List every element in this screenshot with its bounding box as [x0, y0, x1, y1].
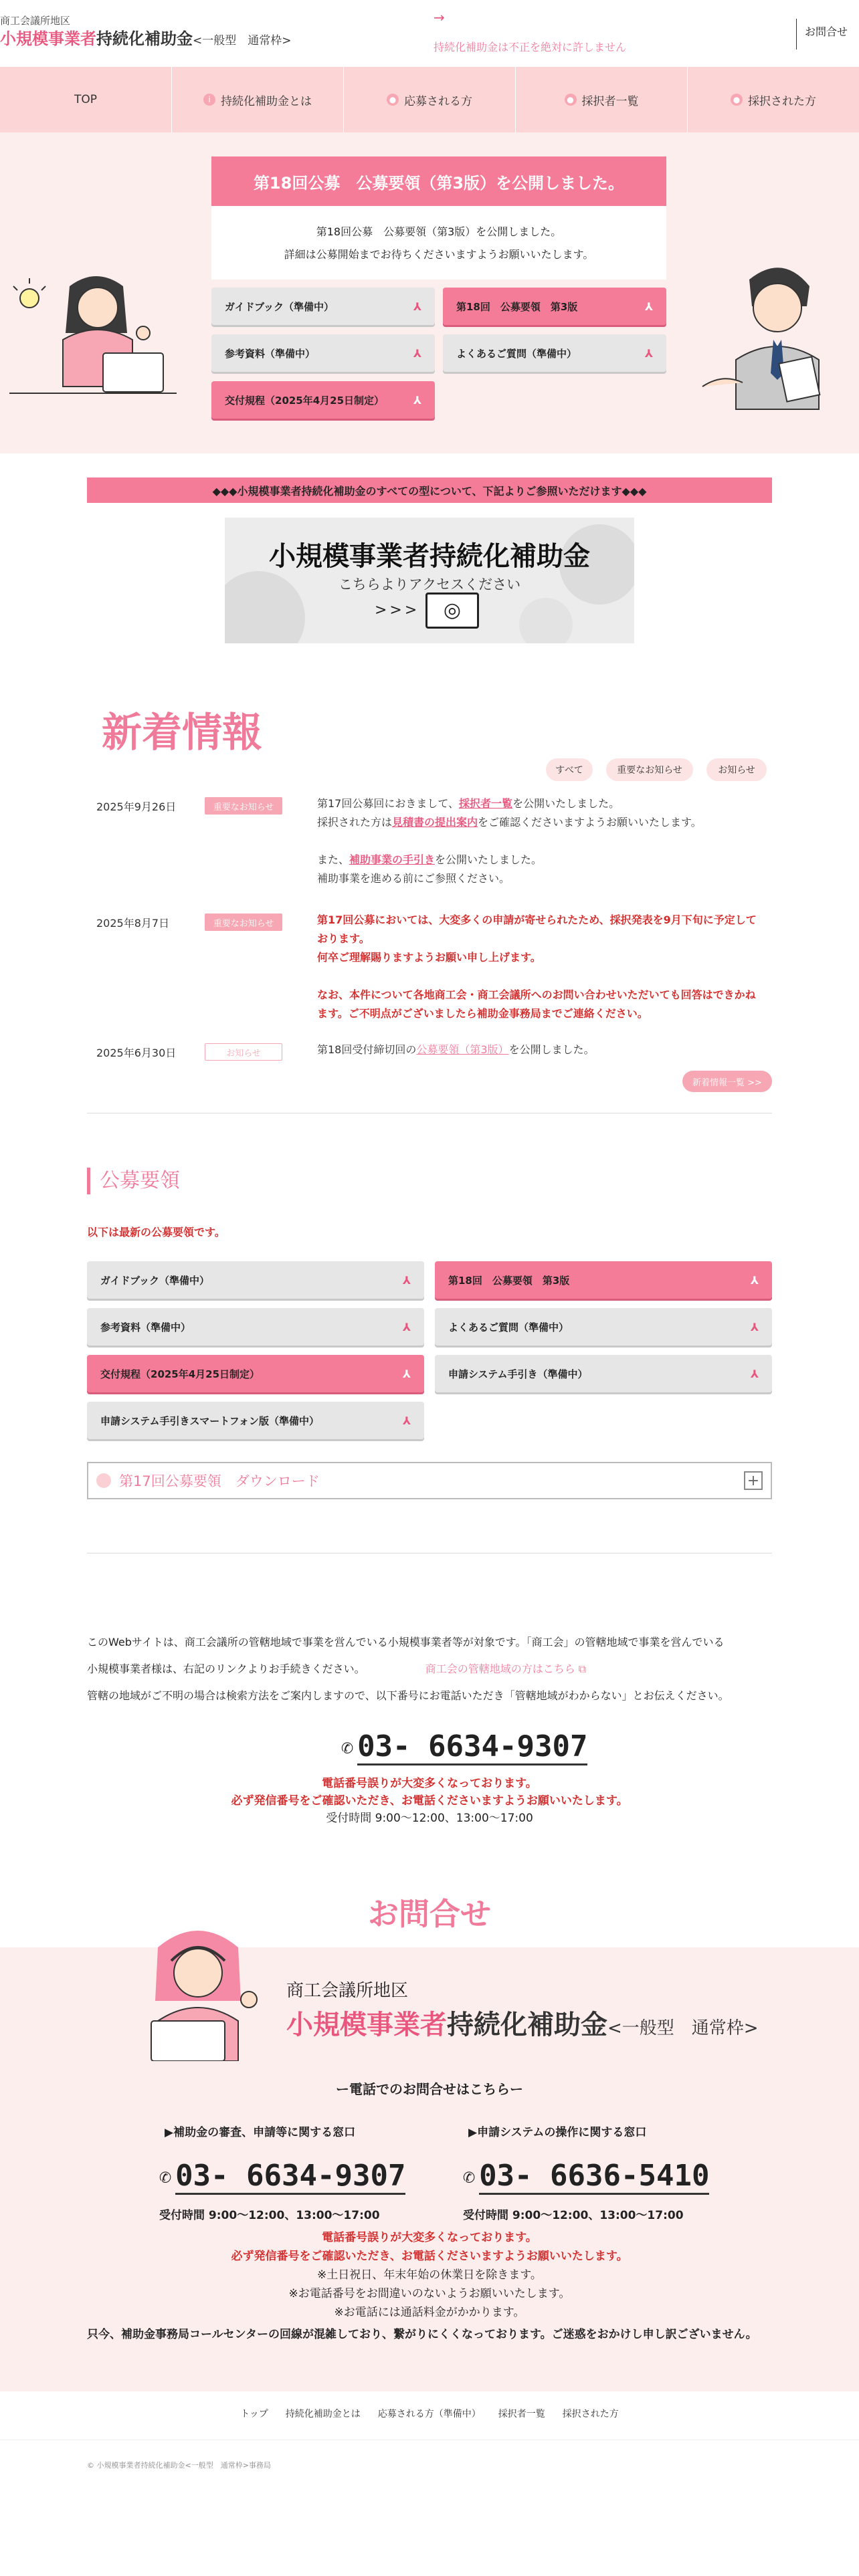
info-text: 管轄の地域がご不明の場合は検索方法をご案内しますので、以下番号にお電話いただき「管轄地域がわからない」とお伝えください。 — [87, 1689, 729, 1702]
nav-item-top[interactable] — [0, 67, 172, 132]
congestion-notice: 只今、補助金事務局コールセンターの回線が混雑しており、繋がりにくくなっております。ご迷惑をおかけし申し訳ございません。 — [87, 2328, 757, 2341]
phone-text: 03- 6636-5410 — [479, 2159, 709, 2195]
koubo-kofu-button[interactable] — [87, 1355, 424, 1392]
nav-item-applicants[interactable] — [344, 67, 516, 132]
pdf-icon: ⅄ — [644, 346, 653, 360]
hero-kofu-button[interactable] — [211, 381, 435, 419]
button-label: 交付規程（2025年4月25日制定） — [100, 1368, 260, 1380]
news-text: を公開しました。 — [508, 1043, 595, 1056]
button-label: 参考資料（準備中） — [100, 1321, 191, 1333]
link-label: 商工会の管轄地域の方はこちら — [425, 1662, 575, 1675]
external-link-icon: ⧉ — [578, 1662, 587, 1675]
contact-title-main: 持続化補助金 — [447, 2010, 607, 2040]
phone-icon: ✆ — [159, 2165, 172, 2189]
pdf-icon: ⅄ — [413, 346, 421, 360]
person-icon: ● — [565, 94, 577, 106]
news-date: 2025年8月7日 — [96, 917, 170, 930]
pdf-icon: ⅄ — [402, 1320, 411, 1333]
button-label: 申請システム手引き（準備中） — [448, 1368, 588, 1380]
hours-system: 受付時間 9:00～12:00、13:00～17:00 — [463, 2209, 684, 2222]
contact-note: ※お電話には通話料金がかかります。 — [334, 2306, 525, 2319]
nav-label: 採択された方 — [748, 94, 816, 108]
contact-warning-2: 必ず発信番号をご確認いただき、お電話くださいますようお願いいたします。 — [231, 2250, 628, 2263]
operator-illustration — [131, 1921, 265, 2061]
koubo-reference-button[interactable] — [87, 1308, 424, 1346]
contact-note: ※お電話番号をお間違いのないようお願いいたします。 — [288, 2287, 571, 2300]
koubo-lead: 以下は最新の公募要領です。 — [87, 1226, 225, 1239]
news-text: 補助事業を進める前にご参照ください。 — [317, 872, 510, 885]
hero-message — [211, 206, 666, 280]
shokokai-link[interactable] — [425, 1662, 587, 1675]
info-text: このWebサイトは、商工会議所の管轄地域で事業を営んでいる小規模事業者等が対象です。「商工会」の管轄地域で事業を営んでいる — [87, 1636, 725, 1648]
phone-warning-1: 電話番号誤りが大変多くなっております。 — [322, 1777, 537, 1790]
pdf-icon: ⅄ — [402, 1273, 411, 1287]
dot-icon — [96, 1473, 111, 1488]
news-item-body — [317, 911, 765, 1023]
site-title-main: 持続化補助金 — [96, 29, 193, 48]
news-text: 何卒ご理解賜りますようお願い申し上げます。 — [317, 951, 541, 964]
footer-link-adopted-list[interactable]: 採択者一覧 — [498, 2409, 545, 2420]
phone-hours: 受付時間 9:00～12:00、13:00～17:00 — [326, 1812, 533, 1825]
pdf-icon: ⅄ — [644, 300, 653, 313]
hours-review: 受付時間 9:00～12:00、13:00～17:00 — [159, 2209, 380, 2222]
button-label: 第18回 公募要領 第3版 — [448, 1274, 570, 1287]
contact-title-pink: 小規模事業者 — [286, 2010, 447, 2040]
pdf-icon: ⅄ — [413, 393, 421, 407]
koubo-system-guide-button[interactable] — [435, 1355, 772, 1392]
person-icon: ● — [731, 94, 743, 106]
news-tag-info: お知らせ — [205, 1043, 282, 1061]
woman-laptop-illustration — [9, 266, 177, 400]
pdf-icon: ⅄ — [750, 1367, 759, 1380]
phone-warning-2: 必ず発信番号をご確認いただき、お電話くださいますようお願いいたします。 — [231, 1794, 628, 1808]
footer-link-top[interactable]: トップ — [240, 2409, 268, 2420]
nav-label: 採択者一覧 — [581, 94, 639, 108]
news-text: また、 — [317, 853, 350, 866]
accordion-title: 第17回公募要領 ダウンロード — [119, 1473, 320, 1489]
copyright: © 小規模事業者持続化補助金<一般型 通常枠>事務局 — [87, 2461, 271, 2470]
globe-monitor-icon: ◎ — [425, 593, 479, 629]
koubo17-accordion[interactable] — [87, 1462, 772, 1499]
phone-icon: ✆ — [463, 2165, 476, 2189]
nav-item-adopted-list[interactable] — [516, 67, 688, 132]
phone-text: 03- 6634-9307 — [175, 2159, 405, 2195]
window-label-system: ▶申請システムの操作に関する窓口 — [468, 2126, 647, 2139]
hero-section — [0, 132, 859, 453]
phone-text: 03- 6634-9307 — [357, 1729, 587, 1765]
button-label: 参考資料（準備中） — [225, 347, 316, 360]
hero-koubo-button[interactable] — [443, 288, 666, 325]
news-tab-info[interactable]: お知らせ — [706, 758, 767, 781]
koubo-guidebook-button[interactable] — [87, 1261, 424, 1299]
nav-label: TOP — [74, 93, 98, 106]
site-header — [0, 0, 859, 67]
footer-link-about[interactable]: 持続化補助金とは — [285, 2409, 361, 2420]
phone-icon: ✆ — [341, 1735, 354, 1759]
hero-line-2: 詳細は公募開始までお待ちくださいますようお願いいたします。 — [284, 248, 594, 261]
news-text: 第17回公募においては、大変多くの申請が寄せられたため、採択発表を9月下旬に予定しております。 — [317, 914, 757, 945]
footer-link-applicants[interactable]: 応募される方（準備中） — [377, 2409, 481, 2420]
pdf-icon: ⅄ — [413, 300, 421, 313]
contact-note: ※土日祝日、年末年始の休業日を除きます。 — [317, 2268, 542, 2282]
person-icon: ● — [387, 94, 399, 106]
news-tag-important: 重要なお知らせ — [205, 797, 282, 815]
button-label: ガイドブック（準備中） — [225, 300, 335, 313]
news-heading: 新着情報 — [102, 710, 262, 756]
button-label: よくあるご質問（準備中） — [448, 1321, 569, 1333]
businessman-illustration — [689, 259, 850, 413]
phone-contact-heading: ー電話でのお問合せはこちらー — [336, 2081, 523, 2097]
contact-notes — [0, 2228, 859, 2322]
nav-label: 持続化補助金とは — [221, 94, 312, 108]
news-text: 採択された方は — [317, 816, 393, 829]
button-label: ガイドブック（準備中） — [100, 1274, 210, 1287]
global-nav — [0, 67, 859, 132]
phone-number-system[interactable] — [463, 2159, 709, 2195]
info-icon: i — [203, 94, 215, 106]
info-text: 小規模事業者様は、右記のリンクよりお手続きください。 — [87, 1662, 365, 1675]
contact-warning-1: 電話番号誤りが大変多くなっております。 — [322, 2231, 537, 2244]
contact-section — [0, 1947, 859, 2391]
project-guide-link[interactable]: 補助事業の手引き — [349, 853, 436, 866]
all-types-banner[interactable] — [225, 518, 634, 643]
estimate-guide-link[interactable]: 見積書の提出案内 — [392, 816, 478, 829]
footer-nav — [0, 2391, 859, 2436]
koubo-v3-link[interactable]: 公募要領（第3版） — [416, 1043, 509, 1056]
hero-announcement: 第18回公募 公募要領（第3版）を公開しました。 — [211, 156, 666, 206]
button-label: 申請システム手引きスマートフォン版（準備中） — [100, 1414, 320, 1427]
pdf-icon: ⅄ — [750, 1320, 759, 1333]
banner-arrows: >>> — [375, 602, 420, 619]
site-title-pink: 小規模事業者 — [0, 29, 96, 48]
button-label: 第18回 公募要領 第3版 — [456, 300, 578, 313]
nav-item-about[interactable] — [172, 67, 344, 132]
news-text: をご確認くださいますようお願いいたします。 — [478, 816, 702, 829]
banner-subtitle: こちらよりアクセスください — [338, 576, 521, 593]
news-text: 第18回受付締切回の — [317, 1043, 417, 1056]
banner-title: 小規模事業者持続化補助金 — [269, 541, 590, 572]
hero-guidebook-button[interactable] — [211, 288, 435, 325]
news-text: を公開いたしました。 — [512, 797, 620, 810]
news-text: なお、本件について各地商工会・商工会議所へのお問い合わせいただいても回答はできかねます。ご不明点がございましたら補助金事務局までご連絡ください。 — [317, 988, 756, 1020]
news-tab-important[interactable]: 重要なお知らせ — [606, 758, 693, 781]
pdf-icon: ⅄ — [402, 1414, 411, 1427]
site-subtitle: 商工会議所地区 — [0, 15, 71, 27]
hero-reference-button[interactable] — [211, 334, 435, 372]
phone-number-review[interactable] — [159, 2159, 405, 2195]
header-contact-link[interactable]: お問合せ — [796, 19, 859, 49]
koubo-faq-button[interactable] — [435, 1308, 772, 1346]
news-tab-all[interactable]: すべて — [546, 758, 593, 781]
site-title-suffix: <一般型 通常枠> — [193, 34, 292, 47]
window-label-review: ▶補助金の審査、申請等に関する窓口 — [165, 2126, 356, 2139]
hero-faq-button[interactable] — [443, 334, 666, 372]
koubo-heading: 公募要領 — [87, 1168, 180, 1194]
button-label: 交付規程（2025年4月25日制定） — [225, 394, 385, 407]
fraud-notice-link[interactable]: 持続化補助金は不正を絶対に許しません — [434, 41, 627, 53]
koubo-v3-button[interactable] — [435, 1261, 772, 1299]
arrow-right-icon: → — [434, 9, 445, 25]
adopted-list-link[interactable]: 採択者一覧 — [459, 797, 513, 810]
contact-heading: お問合せ — [368, 1896, 491, 1932]
contact-title-suffix: <一般型 通常枠> — [607, 2018, 759, 2038]
contact-title — [286, 2004, 759, 2042]
phone-number[interactable] — [341, 1729, 587, 1765]
news-item-body — [317, 1041, 765, 1059]
button-label: よくあるご質問（準備中） — [456, 347, 577, 360]
pdf-icon: ⅄ — [750, 1273, 759, 1287]
news-date: 2025年9月26日 — [96, 800, 177, 813]
news-more-button[interactable]: 新着情報一覧 >> — [682, 1071, 772, 1092]
contact-subtitle: 商工会議所地区 — [286, 1981, 409, 2001]
news-text: 第17回公募回におきまして、 — [317, 797, 460, 810]
nav-label: 応募される方 — [404, 94, 472, 108]
news-tag-important: 重要なお知らせ — [205, 914, 282, 931]
news-text: を公開いたしました。 — [435, 853, 543, 866]
nav-item-adopted[interactable] — [688, 67, 859, 132]
pdf-icon: ⅄ — [402, 1367, 411, 1380]
site-logo[interactable] — [0, 25, 292, 49]
news-item-body — [317, 794, 765, 888]
footer-link-adopted[interactable]: 採択された方 — [562, 2409, 619, 2420]
hero-line-1: 第18回公募 公募要領（第3版）を公開しました。 — [316, 225, 562, 238]
koubo-smartphone-guide-button[interactable] — [87, 1402, 424, 1439]
news-date: 2025年6月30日 — [96, 1047, 177, 1059]
all-types-guide-bar: ◆◆◆小規模事業者持続化補助金のすべての型について、下記よりご参照いただけます◆◆◆ — [87, 477, 772, 503]
plus-icon[interactable]: + — [744, 1471, 763, 1490]
jurisdiction-info — [87, 1629, 772, 1709]
